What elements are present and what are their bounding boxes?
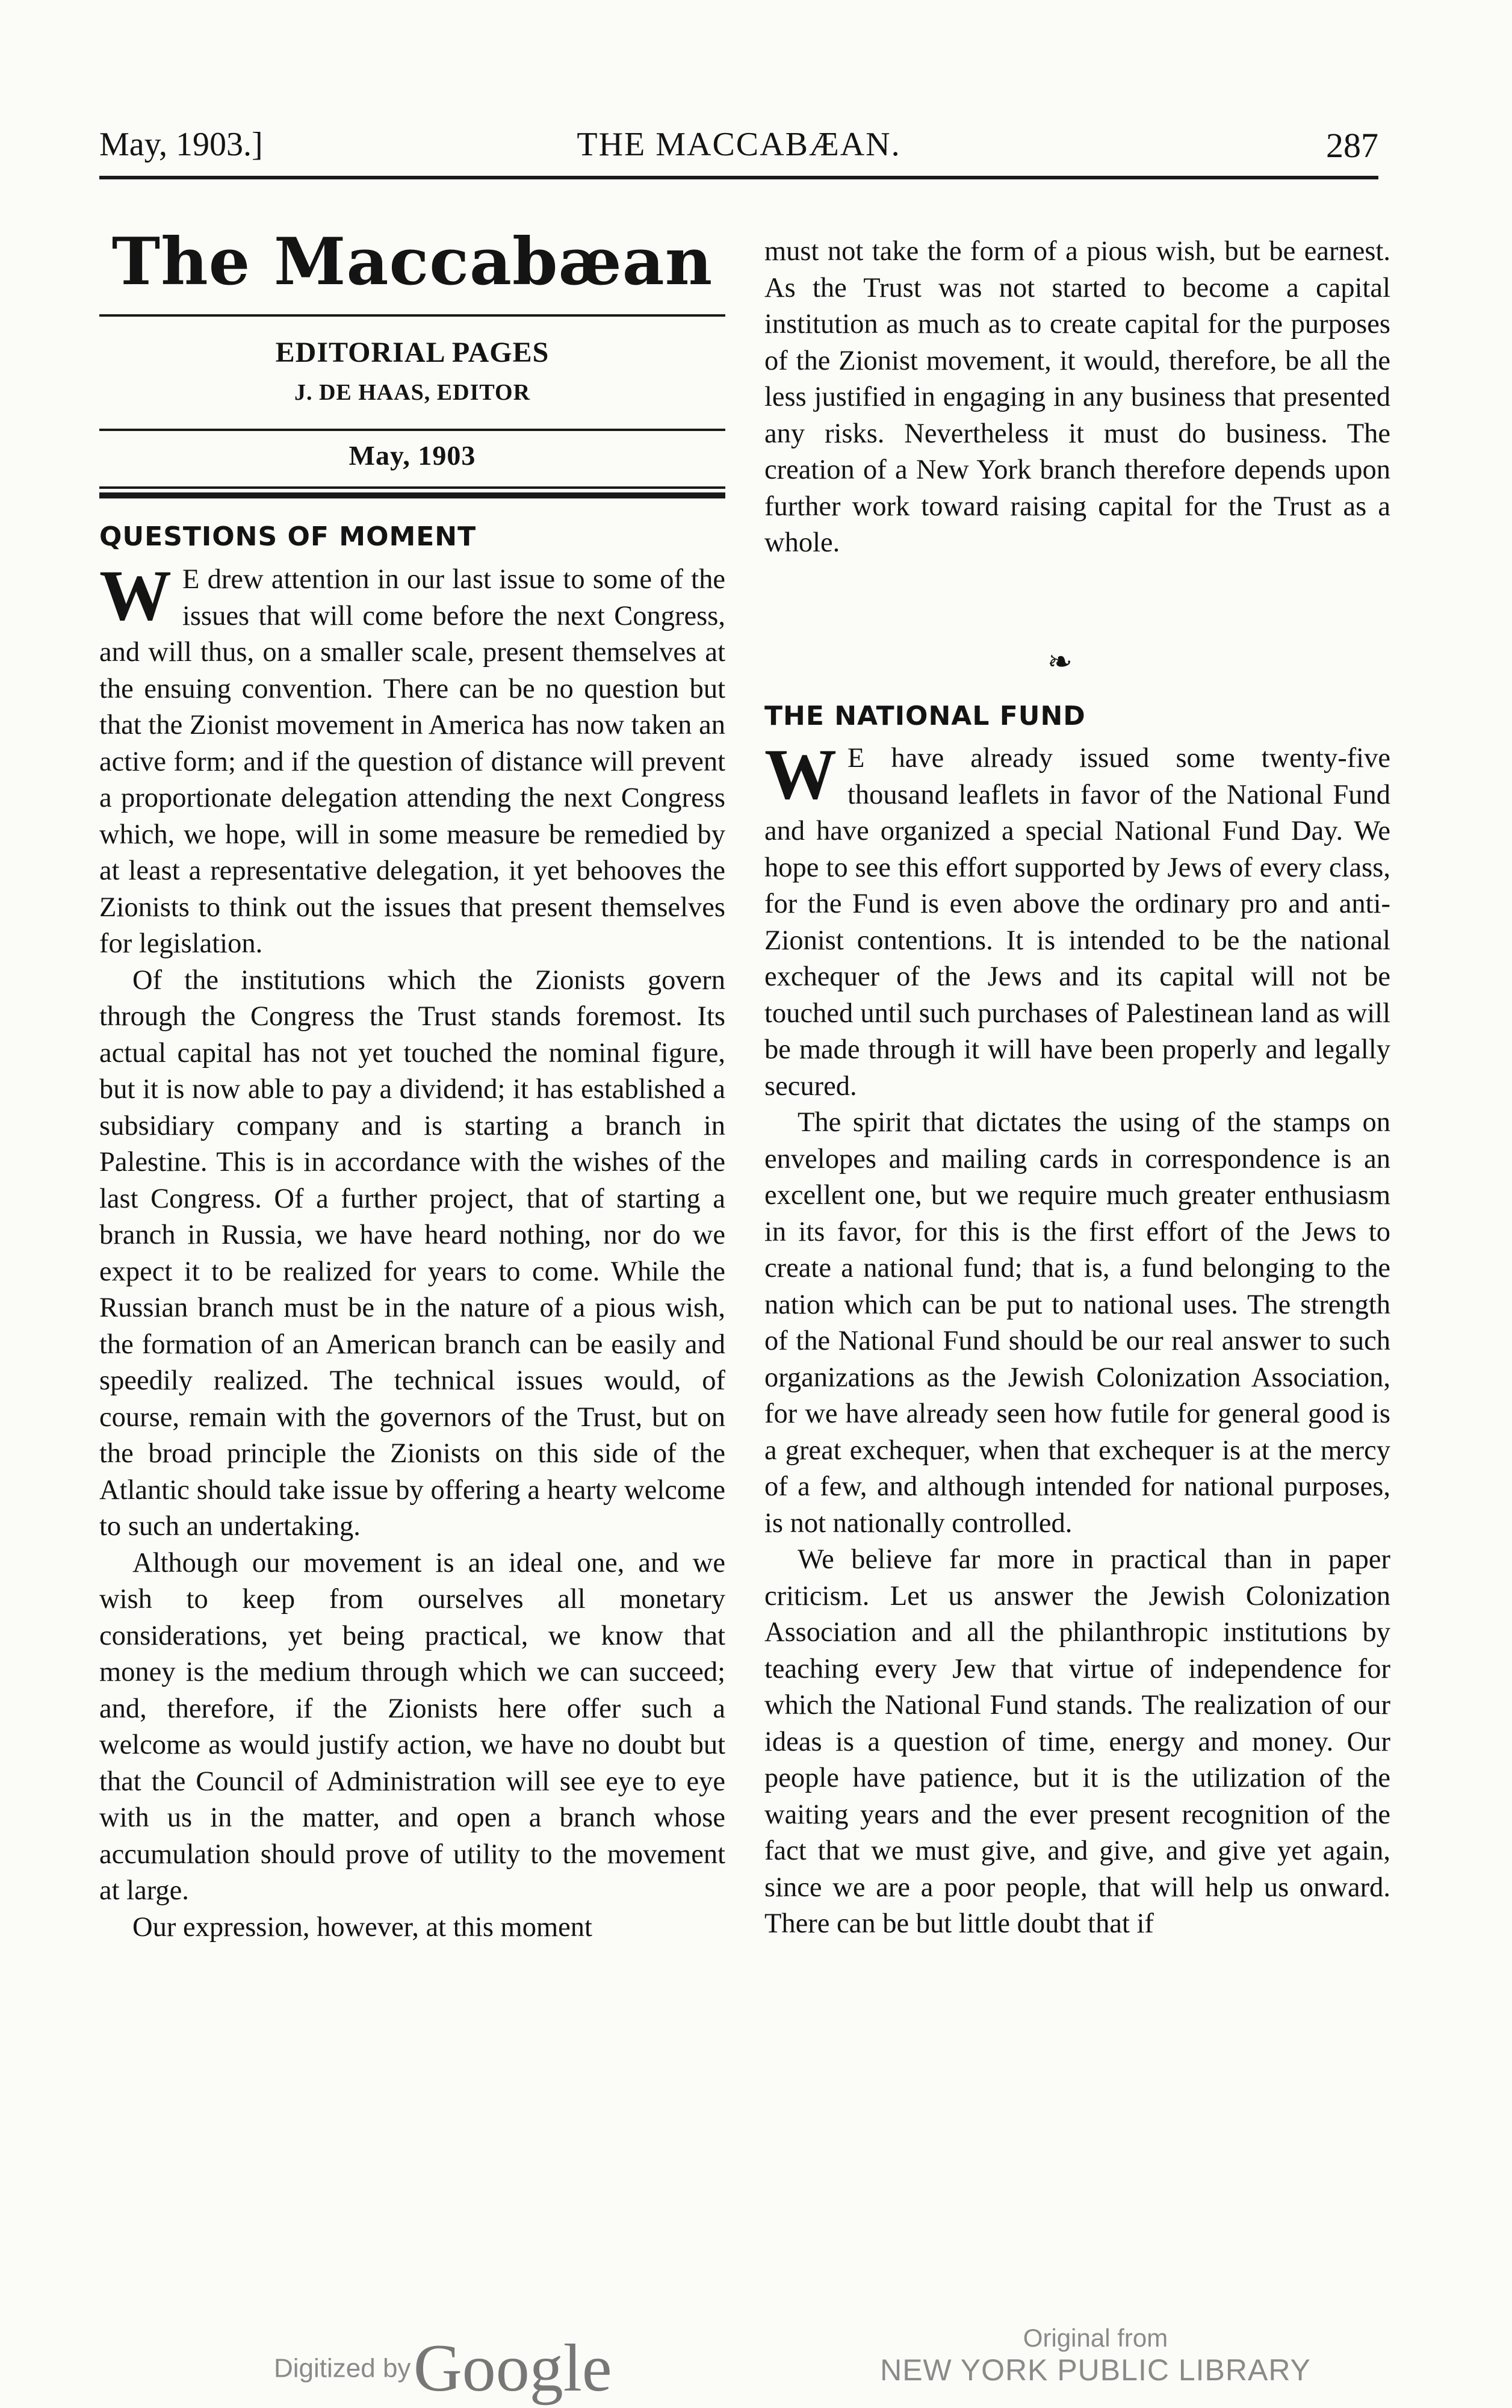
masthead-rule-bottom-1 bbox=[99, 486, 725, 489]
running-head bbox=[99, 125, 1378, 179]
paragraph: Of the institutions which the Zionists govern through the Congress the Trust stands foremost. Its actual capital has not yet touched the nominal figure, but it is now able to pay a dividend; it has established a subsidiary company and is starting a branch in Palestine. This is in accordance with the wishes of the last Congress. Of a further project, that of starting a branch in Russia, we have heard nothing, nor do we expect it to be realized for years to come. While the Russian branch must be in the nature of a pious wish, the formation of an American branch can be easily and speedily realized. The technical issues would, of course, remain with the governors of the Trust, but on the broad principle the Zionists on this side of the Atlantic should take issue by offering a hearty welcome to such an undertaking. bbox=[99, 964, 725, 1542]
digitized-by-label: Digitized by bbox=[274, 2353, 411, 2383]
questions-of-moment-body bbox=[99, 555, 725, 1946]
paragraph: W E drew attention in our last issue to some of the issues that will come before the next Congress, and will thus, on a smaller scale, present themselves at the ensuing convention. There can be no question but that the Zionist movement in America has now taken an active form; and if the question of distance will prevent a proportionate delegation attending the next Congress which, we hope, will in some measure be remedied by at least a representative delegation, it yet behooves the Zionists to think out the issues that present themselves for legislation. bbox=[99, 555, 725, 959]
masthead-rule-top bbox=[99, 314, 725, 317]
masthead-rule-mid bbox=[99, 429, 725, 431]
ornament-icon: ❧ bbox=[1047, 644, 1073, 679]
paragraph: Although our movement is an ideal one, and we wish to keep from ourselves all monetary considerations, yet being practical, we know that money is the medium through which we can succeed; and, therefore, if the Zionists here offer such a welcome as would justify action, we have no doubt but that the Council of Administration will see eye to eye with us in the matter, and open a branch whose accumulation should prove of utility to the movement at large. bbox=[99, 1547, 725, 1906]
library-name: NEW YORK PUBLIC LIBRARY bbox=[880, 2353, 1311, 2387]
editorial-pages-label: EDITORIAL PAGES bbox=[275, 337, 550, 368]
masthead-title: The Maccabæan bbox=[111, 224, 713, 300]
header-rule bbox=[99, 176, 1378, 179]
google-logo: Google bbox=[413, 2331, 612, 2406]
section-heading-questions-of-moment: QUESTIONS OF MOMENT bbox=[99, 521, 477, 552]
masthead-rule-bottom-2 bbox=[99, 492, 725, 498]
paragraph: We believe far more in practical than in paper criticism. Let us answer the Jewish Colonization Association and all the philanthropic institutions by teaching every Jew that virtue of independence for which the National Fund stands. The realization of our ideas is a question of time, energy and money. Our people have patience, but it is the utilization of the waiting years and the ever present recognition of the fact that we must give, and give, and give yet again, since we are a poor people, that will help us onward. There can be but little doubt that if bbox=[764, 1544, 1390, 1939]
questions-of-moment-continuation bbox=[764, 234, 1390, 562]
running-head-date: May, 1903.] bbox=[99, 126, 263, 163]
drop-cap: W bbox=[99, 555, 172, 635]
paragraph: must not take the form of a pious wish, but be earnest. As the Trust was not started to become a capital institution as much as to create capital for the purposes of the Zionist movement, it would, therefore, be all the less justified in engaging in any business that presented any risks. Nevertheless it must do business. The creation of a New York branch therefore depends upon further work toward raising capital for the Trust as a whole. bbox=[764, 236, 1390, 558]
drop-cap: W bbox=[764, 734, 837, 814]
section-heading-national-fund: THE NATIONAL FUND bbox=[764, 701, 1086, 731]
paragraph: The spirit that dictates the using of the stamps on envelopes and mailing cards in correspondence is an excellent one, but we require much greater enthusiasm in its favor, for this is the first effort of the Jews to create a national fund; that is, a fund belonging to the nation which can be put to national uses. The strength of the National Fund should be our real answer to such organizations as the Jewish Colonization Association, for we have already seen how futile for general good is a great exchequer, when that exchequer is at the mercy of a few, and although intended for national purposes, is not nationally controlled. bbox=[764, 1107, 1390, 1539]
original-from-label: Original from bbox=[1023, 2324, 1168, 2352]
library-credit bbox=[867, 2324, 1324, 2388]
paragraph: W E have already issued some twenty-five thousand leaflets in favor of the National Fund and have organized a special National Fund Day. We hope to see this effort supported by Jews of every class, for the Fund is even above the ordinary pro and anti-Zionist contentions. It is intended to be the national exchequer of the Jews and its capital will not be touched until such purchases of Palestinean land as will be made through it will have been properly and legally secured. bbox=[764, 734, 1390, 1102]
running-head-title: THE MACCABÆAN. bbox=[577, 126, 901, 163]
paragraph: Our expression, however, at this moment bbox=[132, 1911, 592, 1943]
editor-name: J. DE HAAS, EDITOR bbox=[294, 380, 531, 405]
page-number: 287 bbox=[1326, 126, 1378, 165]
issue-date: May, 1903 bbox=[349, 440, 476, 471]
national-fund-body bbox=[764, 734, 1390, 1943]
digitized-by-google bbox=[274, 2330, 612, 2407]
